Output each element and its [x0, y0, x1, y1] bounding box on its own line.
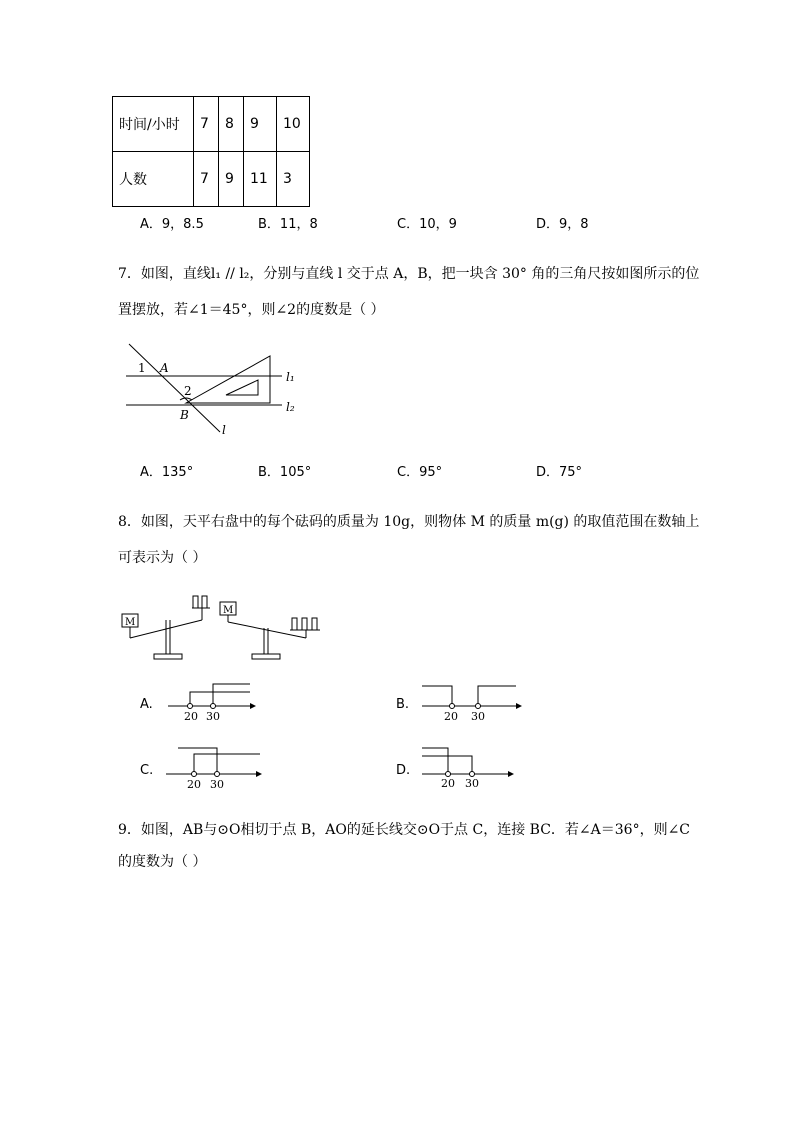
- tick-30: 30: [471, 710, 485, 722]
- q7-option-b: B．105°: [258, 465, 312, 480]
- weight: [193, 596, 198, 608]
- q7-stem-line1: 7．如图，直线l₁ // l₂，分别与直线 l 交于点 A，B，把一块含 30° 角的三角尺按如图所示的位: [118, 266, 700, 282]
- q8-option-b-label: B.: [396, 697, 410, 712]
- table-cell: 时间/小时: [113, 97, 194, 152]
- label-l: l: [222, 423, 226, 437]
- table-row: [113, 97, 310, 152]
- tick-30: 30: [206, 710, 220, 722]
- q8-balance-figure: [116, 590, 332, 664]
- q6-option-b: B．11，8: [258, 217, 318, 232]
- q9-stem-line2: 的度数为（ ）: [118, 854, 207, 870]
- tick-20: 20: [187, 778, 201, 791]
- tick-20: 20: [441, 777, 455, 790]
- q6-option-c: C．10，9: [397, 217, 457, 232]
- label-2: 2: [184, 384, 192, 398]
- tick-30: 30: [465, 777, 479, 790]
- q8-option-b-number-line: [416, 680, 526, 722]
- table-cell: 3: [277, 152, 310, 207]
- q7-option-c: C．95°: [397, 465, 443, 480]
- triangle-ruler: [186, 356, 270, 403]
- balance-scale-left: [122, 596, 210, 659]
- q6-option-d: D．9，8: [536, 217, 589, 232]
- weight: [292, 618, 297, 630]
- table-row: [113, 152, 310, 207]
- label-1: 1: [138, 361, 146, 375]
- table-cell: 10: [277, 97, 310, 152]
- q7-option-a: A．135°: [140, 465, 194, 480]
- q8-stem-line2: 可表示为（ ）: [118, 550, 207, 566]
- q9-stem-line1: 9．如图，AB与⊙O相切于点 B，AO的延长线交⊙O于点 C，连接 BC．若∠A＝36°，则∠C: [118, 822, 691, 838]
- label-l1: l₁: [286, 370, 295, 384]
- balance-scale-right: [220, 602, 320, 659]
- table-cell: 8: [219, 97, 244, 152]
- tick-20: 20: [184, 710, 198, 722]
- table-cell: 9: [219, 152, 244, 207]
- weight: [312, 618, 317, 630]
- q7-option-d: D．75°: [536, 465, 583, 480]
- table-cell: 7: [194, 97, 219, 152]
- q8-option-d-label: D.: [396, 763, 411, 778]
- triangle-ruler-inner: [226, 380, 258, 395]
- table-cell: 人数: [113, 152, 194, 207]
- q8-option-c-label: C.: [140, 763, 154, 778]
- q8-option-a-label: A.: [140, 697, 153, 712]
- q8-stem-line1: 8．如图，天平右盘中的每个砝码的质量为 10g，则物体 M 的质量 m(g) 的取值范围在数轴上: [118, 514, 700, 530]
- object-m-label: M: [223, 605, 234, 616]
- weight: [202, 596, 207, 608]
- table-cell: 9: [244, 97, 277, 152]
- q6-option-a: A．9，8.5: [140, 217, 204, 232]
- q8-option-c-number-line: [160, 744, 270, 792]
- label-l2: l₂: [286, 400, 295, 414]
- tick-20: 20: [444, 710, 458, 722]
- weight: [302, 618, 307, 630]
- table-cell: 11: [244, 152, 277, 207]
- label-a: A: [160, 361, 169, 375]
- frequency-table: [112, 96, 310, 207]
- q7-stem-line2: 置摆放，若∠1＝45°，则∠2的度数是（ ）: [118, 302, 385, 318]
- q8-option-a-number-line: [160, 680, 260, 722]
- tick-30: 30: [210, 778, 224, 791]
- q8-option-d-number-line: [416, 744, 522, 790]
- q7-parallel-lines-figure: [120, 338, 310, 438]
- object-m-label: M: [125, 617, 136, 628]
- label-b: B: [180, 408, 189, 422]
- table-cell: 7: [194, 152, 219, 207]
- line-l: [129, 344, 220, 432]
